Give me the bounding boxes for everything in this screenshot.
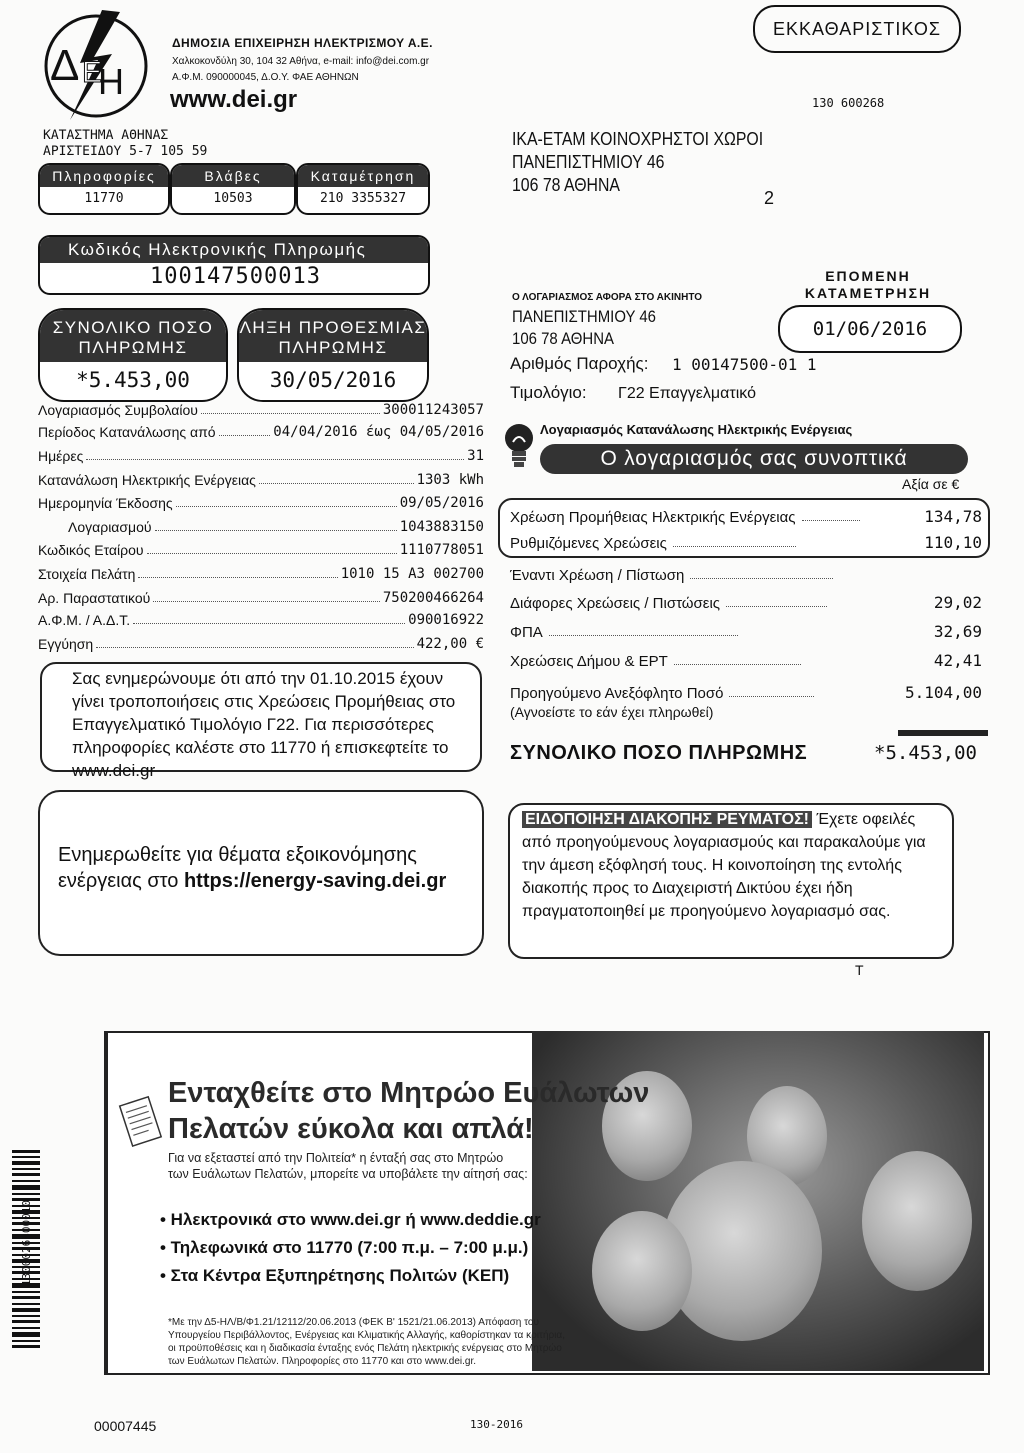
ad-bullet: • Στα Κέντρα Εξυπηρέτησης Πολιτών (ΚΕΠ) xyxy=(160,1266,510,1285)
detail-row xyxy=(38,606,484,628)
summary-row xyxy=(510,678,982,702)
ad-footnote-line: Υπουργείου Περιβάλλοντος, Ενέργειας και Κλιματικής Αλλαγής, καθορίστηκαν τα κριτήρια, xyxy=(168,1330,565,1341)
metering-phone-box xyxy=(296,163,430,215)
summary-value: 110,10 xyxy=(924,533,983,552)
detail-value: 31 xyxy=(467,448,484,464)
ad-bullets xyxy=(160,1206,541,1290)
clearing-stamp: ΕΚΚΑΘΑΡΙΣΤΙΚΟΣ xyxy=(753,5,961,53)
summary-total-value: *5.453,00 xyxy=(874,742,977,764)
summary-label: Χρεώσεις Δήμου & ΕΡΤ xyxy=(510,653,668,670)
ad-footnote xyxy=(168,1316,565,1368)
tariff-change-notice: Σας ενημερώνουμε ότι από την 01.10.2015 έχουν γίνει τροποποιήσεις στις Χρεώσεις Προμήθειας στο Επαγγελματικό Τιμολόγιο Γ22. Για περισσότερες πληροφορίες καλέστε στο 11770 ή επισκεφτείτε το www.dei.gr xyxy=(40,662,482,772)
ad-footnote-line: *Με την Δ5-ΗΛ/Β/Φ1.21/12112/20.06.2013 (ΦΕΚ Β' 1521/21.06.2013) Απόφαση του xyxy=(168,1317,539,1328)
summary-value: 32,69 xyxy=(933,622,983,641)
tariff-label: Τιμολόγιο: xyxy=(510,383,587,402)
ad-bullet: • Ηλεκτρονικά στο www.dei.gr ή www.deddie.gr xyxy=(160,1210,541,1229)
detail-row xyxy=(38,489,484,511)
detail-row xyxy=(38,442,484,464)
summary-banner: Ο λογαριασμός σας συνοπτικά xyxy=(540,444,968,474)
info-phone-label: Πληροφορίες xyxy=(40,165,168,187)
summary-row xyxy=(510,502,982,526)
detail-row xyxy=(38,396,484,418)
document-icon xyxy=(118,1094,166,1152)
info-phone-value: 11770 xyxy=(84,191,124,206)
summary-row xyxy=(510,528,982,552)
summary-row xyxy=(510,588,982,612)
metering-phone-label: Καταμέτρηση xyxy=(298,165,428,187)
recipient-line: 106 78 ΑΘΗΝΑ xyxy=(512,175,620,195)
detail-label: Εγγύηση xyxy=(38,636,94,652)
info-phone-box xyxy=(38,163,170,215)
detail-label: Λογαριασμού xyxy=(68,519,152,535)
total-amount-value: *5.453,00 xyxy=(76,368,190,392)
summary-label: Προηγούμενο Ανεξόφλητο Ποσό xyxy=(510,685,724,702)
summary-row xyxy=(510,617,982,641)
detail-row xyxy=(38,466,484,488)
ad-title-line: Ενταχθείτε στο Μητρώο Ευάλωτων xyxy=(168,1077,650,1109)
due-date-value: 30/05/2016 xyxy=(269,368,397,392)
previous-amount-note: (Αγνοείστε το εάν έχει πληρωθεί) xyxy=(510,704,714,720)
detail-row xyxy=(38,560,484,582)
recipient-line: ΠΑΝΕΠΙΣΤΗΜΙΟΥ 46 xyxy=(512,152,665,172)
disconnection-notice xyxy=(508,803,954,959)
summary-value: 5.104,00 xyxy=(904,683,982,702)
recipient-line: ΙΚΑ-ΕΤΑΜ ΚΟΙΝΟΧΡΗΣΤΟΙ ΧΩΡΟΙ xyxy=(512,129,764,149)
damage-phone-box xyxy=(170,163,296,215)
branch-address: ΑΡΙΣΤΕΙΔΟΥ 5-7 105 59 xyxy=(43,144,208,159)
total-amount-label: ΣΥΝΟΛΙΚΟ ΠΟΣΟ ΠΛΗΡΩΜΗΣ xyxy=(40,310,226,362)
supply-number-label: Αριθμός Παροχής: xyxy=(510,354,649,373)
payment-code-box xyxy=(38,235,430,295)
detail-row xyxy=(38,513,484,535)
ad-title xyxy=(168,1075,649,1147)
property-address xyxy=(512,306,656,350)
ad-intro-line: Για να εξεταστεί από την Πολιτεία* η ένταξή σας στο Μητρώο xyxy=(168,1151,504,1165)
barcode-number: 1300026800010 xyxy=(20,1200,33,1287)
ad-intro-line: των Ευάλωτων Πελατών, μπορείτε να υποβάλετε την αίτησή σας: xyxy=(168,1167,528,1181)
summary-total-label: ΣΥΝΟΛΙΚΟ ΠΟΣΟ ΠΛΗΡΩΜΗΣ xyxy=(510,742,808,764)
company-name: ΔΗΜΟΣΙΑ ΕΠΙΧΕΙΡΗΣΗ ΗΛΕΚΤΡΙΣΜΟΥ Α.Ε. xyxy=(172,36,433,50)
detail-label: Α.Φ.Μ. / Α.Δ.Τ. xyxy=(38,612,131,628)
document-reference: 130 600268 xyxy=(812,96,885,110)
summary-row xyxy=(510,646,982,670)
t-mark: T xyxy=(855,962,864,978)
branch-name: ΚΑΤΑΣΤΗΜΑ ΑΘΗΝΑΣ xyxy=(43,128,169,143)
property-label: Ο ΛΟΓΑΡΙΑΣΜΟΣ ΑΦΟΡΑ ΣΤΟ ΑΚΙΝΗΤΟ xyxy=(512,292,703,303)
detail-row xyxy=(38,418,484,440)
summary-row xyxy=(510,560,982,584)
summary-value: 134,78 xyxy=(924,507,983,526)
property-line: 106 78 ΑΘΗΝΑ xyxy=(512,329,614,348)
next-meter-label xyxy=(793,268,943,302)
detail-row xyxy=(38,584,484,606)
detail-value: 09/05/2016 xyxy=(399,495,484,511)
detail-value: 422,00 € xyxy=(416,636,484,652)
company-website[interactable]: www.dei.gr xyxy=(170,86,298,113)
svg-text:Η: Η xyxy=(98,61,124,102)
metering-phone-value: 210 3355327 xyxy=(319,191,407,206)
ad-intro xyxy=(168,1150,528,1182)
due-date-box xyxy=(237,308,429,402)
company-afm: Α.Φ.Μ. 090000045, Δ.Ο.Υ. ΦΑΕ ΑΘΗΝΩΝ xyxy=(172,72,359,83)
detail-row xyxy=(38,630,484,652)
total-divider xyxy=(898,730,988,736)
energy-saving-text: Ενημερωθείτε για θέματα εξοικονόμησης ενέργειας στο xyxy=(58,844,417,892)
detail-label: Κωδικός Εταίρου xyxy=(38,542,144,558)
due-date-label: ΛΗΞΗ ΠΡΟΘΕΣΜΙΑΣ ΠΛΗΡΩΜΗΣ xyxy=(239,310,427,362)
ad-title-line: Πελατών εύκολα και απλά! xyxy=(168,1113,534,1145)
detail-label: Ημέρες xyxy=(38,448,84,464)
energy-saving-link[interactable]: https://energy-saving.dei.gr xyxy=(183,870,447,892)
summary-label: ΦΠΑ xyxy=(510,624,543,641)
detail-value: 090016922 xyxy=(408,612,484,628)
detail-value: 04/04/2016 έως 04/05/2016 xyxy=(273,424,484,440)
detail-label: Περίοδος Κατανάλωσης από xyxy=(38,424,216,440)
detail-value: 1043883150 xyxy=(399,519,484,535)
footer-code: 130-2016 xyxy=(470,1418,523,1431)
summary-value: 29,02 xyxy=(933,593,982,612)
summary-value: 42,41 xyxy=(933,651,982,670)
recipient-address xyxy=(512,128,763,197)
supply-number-value: 1 00147500-01 1 xyxy=(672,355,817,374)
disconnection-title: ΕΙΔΟΠΟΙΗΣΗ ΔΙΑΚΟΠΗΣ ΡΕΥΜΑΤΟΣ! xyxy=(522,811,812,828)
summary-label: Έναντι Χρέωση / Πίστωση xyxy=(510,567,685,584)
damage-phone-value: 10503 xyxy=(213,191,253,206)
dei-logo xyxy=(40,8,160,123)
energy-saving-box xyxy=(38,790,484,956)
summary-label: Ρυθμιζόμενες Χρεώσεις xyxy=(510,535,667,552)
next-meter-label-line: ΚΑΤΑΜΕΤΡΗΣΗ xyxy=(804,285,932,301)
summary-label: Διάφορες Χρεώσεις / Πιστώσεις xyxy=(510,595,721,612)
document-number: 00007445 xyxy=(94,1418,157,1434)
total-amount-box xyxy=(38,308,228,402)
detail-value: 1010 15 A3 002700 xyxy=(340,566,484,582)
summary-label: Χρέωση Προμήθειας Ηλεκτρικής Ενέργειας xyxy=(510,509,796,526)
recipient-number: 2 xyxy=(764,188,775,208)
ad-bullet: • Τηλεφωνικά στο 11770 (7:00 π.μ. – 7:00 μ.μ.) xyxy=(160,1238,529,1257)
damage-phone-label: Βλάβες xyxy=(172,165,294,187)
ad-footnote-line: των Ευάλωτων Πελατών. Πληροφορίες στο 11770 και στο www.dei.gr. xyxy=(168,1356,477,1367)
next-meter-label-line: ΕΠΟΜΕΝΗ xyxy=(825,268,911,284)
detail-label: Λογαριασμός Συμβολαίου xyxy=(38,402,198,418)
payment-code-label: Κωδικός Ηλεκτρονικής Πληρωμής xyxy=(40,237,428,263)
ad-footnote-line: οι προϋποθέσεις και η διαδικασία ένταξης ενός Πελάτη ηλεκτρικής ενέργειας στο Μητρώο xyxy=(168,1343,562,1354)
detail-value: 1110778051 xyxy=(399,542,484,558)
payment-code-value: 10014750001З xyxy=(150,264,321,289)
detail-row xyxy=(38,536,484,558)
value-currency-label: Αξία σε € xyxy=(902,476,960,492)
detail-value: 1303 kWh xyxy=(416,472,484,488)
next-meter-date: 01/06/2016 xyxy=(778,305,962,353)
detail-value: 750200466264 xyxy=(382,590,484,606)
lightbulb-icon xyxy=(502,422,536,470)
tariff-value: Γ22 Επαγγελματικό xyxy=(618,385,756,402)
detail-label: Στοιχεία Πελάτη xyxy=(38,566,136,582)
svg-text:Δ: Δ xyxy=(50,41,80,90)
detail-label: Αρ. Παραστατικού xyxy=(38,590,151,606)
detail-value: 300011243057 xyxy=(382,402,484,418)
detail-label: Ημερομηνία Έκδοσης xyxy=(38,495,173,511)
company-address: Χαλκοκονδύλη 30, 104 32 Αθήνα, e-mail: info@dei.com.gr xyxy=(172,56,430,67)
property-line: ΠΑΝΕΠΙΣΤΗΜΙΟΥ 46 xyxy=(512,307,656,326)
detail-label: Κατανάλωση Ηλεκτρικής Ενέργειας xyxy=(38,472,256,488)
summary-header: Λογαριασμός Κατανάλωσης Ηλεκτρικής Ενέργειας xyxy=(540,422,853,437)
disconnection-text: Έχετε οφειλές από προηγούμενους λογαριασμούς και παρακαλούμε για την άμεση εξόφλησή τους. Η κοινοποίηση της εντολής διακοπής προς το Διαχειριστή Δικτύου έχει ήδη πραγματοποιηθεί με προηγούμενο λογαριασμό σας. xyxy=(522,811,926,920)
svg-text:Ε: Ε xyxy=(82,56,103,89)
